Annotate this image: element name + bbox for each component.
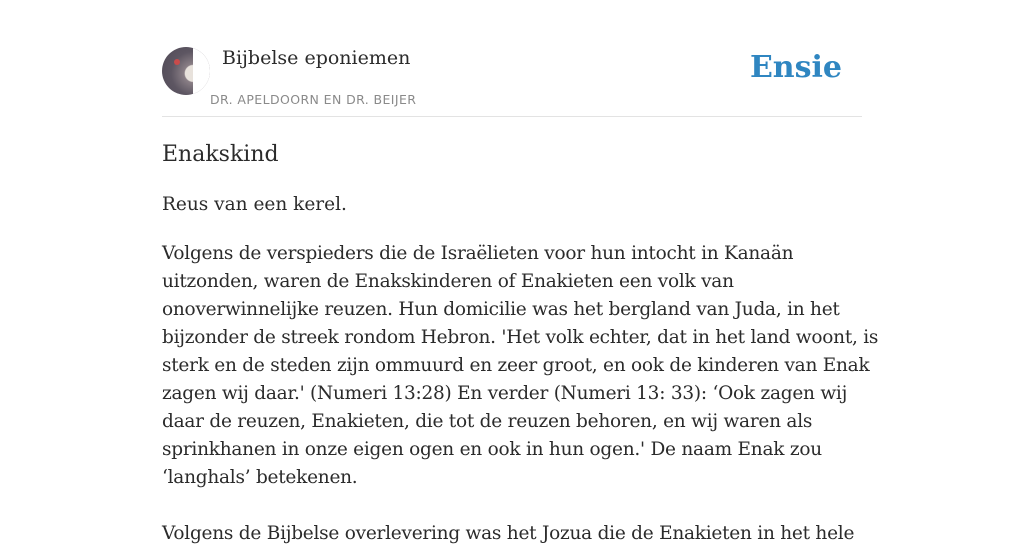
page (162, 0, 879, 548)
avatar-mask (193, 47, 210, 95)
entry-body: Volgens de verspieders die de Israëlieten voor hun intocht in Kanaän uitzonden, waren de Enakskinderen of Enakieten een volk van onoverwinnelijke reuzen. Hun domicilie was het bergland van Juda, in het bijzonder de streek rondom Hebron. 'Het volk echter, dat in het land woont, is sterk en de steden zijn ommuurd en zeer groot, en ook de kinderen van Enak zagen wij daar.' (Numeri 13:28) En verder (Numeri 13: 33): ‘Ook zagen wij daar de reuzen, Enakieten, die tot de reuzen behoren, en wij waren als sprinkhanen in onze eigen ogen en ook in hun ogen.' De naam Enak zou ‘langhals’ betekenen. (162, 243, 879, 488)
entry-body-continued: Volgens de Bijbelse overlevering was het Jozua die de Enakieten in het hele (162, 523, 855, 544)
publication-title[interactable]: Bijbelse eponiemen (222, 47, 411, 69)
entry-lead: Reus van een kerel. (162, 194, 347, 215)
byline[interactable]: DR. APELDOORN EN DR. BEIJER (210, 92, 417, 107)
entry-title: Enakskind (162, 142, 279, 167)
header (162, 0, 862, 117)
avatar-accent (174, 59, 180, 65)
entry-content (162, 117, 879, 548)
avatar[interactable] (162, 47, 210, 95)
brand-logo[interactable]: Ensie (749, 50, 842, 85)
